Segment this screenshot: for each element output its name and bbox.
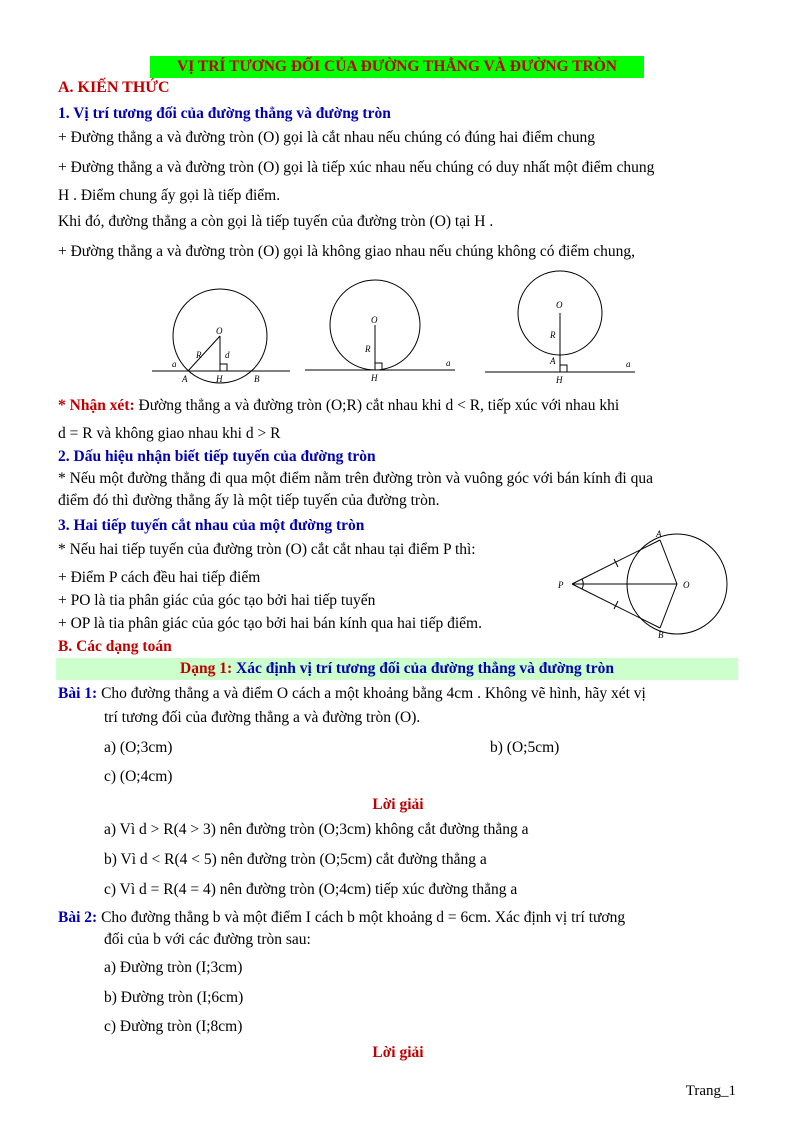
bai-2-line-2: đối của b với các đường tròn sau: <box>104 931 311 948</box>
solution-line-a: a) Vì d > R(4 > 3) nên đường tròn (O;3cm) không cắt đường thẳng a <box>104 821 529 838</box>
section-3-heading: 3. Hai tiếp tuyến cắt nhau của một đường tròn <box>58 517 365 534</box>
bai-2-option-a: a) Đường tròn (I;3cm) <box>104 959 243 976</box>
label-O: O <box>683 580 690 590</box>
bai-1-line-1: Bài 1: Cho đường thẳng a và điểm O cách a một khoảng bằng 4cm . Không vẽ hình, hãy xét vị <box>58 685 646 702</box>
label-H: H <box>371 373 378 383</box>
page-number: Trang_1 <box>685 1083 736 1099</box>
text-line: điểm đó thì đường thẳng ấy là một tiếp tuyến của đường tròn. <box>58 492 440 509</box>
section-1-heading: 1. Vị trí tương đối của đường thẳng và đường tròn <box>58 105 391 122</box>
label-O: O <box>371 315 378 325</box>
solution-heading: Lời giải <box>372 796 424 813</box>
label-O: O <box>216 326 223 336</box>
bai-1-option-b: b) (O;5cm) <box>490 739 560 756</box>
note-label: * Nhận xét: <box>58 397 135 414</box>
dang-1-banner: Dạng 1: Xác định vị trí tương đối của đường thẳng và đường tròn <box>56 658 738 680</box>
label-O: O <box>556 300 563 310</box>
label-a: a <box>626 359 631 369</box>
section-b-heading: B. Các dạng toán <box>58 638 172 655</box>
label-H: H <box>216 374 223 384</box>
bai-1-option-c: c) (O;4cm) <box>104 768 173 785</box>
page-title: VỊ TRÍ TƯƠNG ĐỐI CỦA ĐƯỜNG THẲNG VÀ ĐƯỜNG TRÒN <box>150 56 644 78</box>
label-B: B <box>254 374 260 384</box>
label-B: B <box>658 630 664 640</box>
text-line: + OP là tia phân giác của góc tạo bởi hai bán kính qua hai tiếp điểm. <box>58 615 482 632</box>
text-line: Khi đó, đường thẳng a còn gọi là tiếp tuyến của đường tròn (O) tại H . <box>58 213 494 230</box>
label-A: A <box>550 356 556 366</box>
label-P: P <box>558 580 564 590</box>
text-line: + Đường thẳng a và đường tròn (O) gọi là tiếp xúc nhau nếu chúng có duy nhất một điểm chung <box>58 159 655 176</box>
relative-position-figure <box>150 268 640 388</box>
text-line: * Nếu hai tiếp tuyến của đường tròn (O) cắt cắt nhau tại điểm P thì: <box>58 541 476 558</box>
note-line-2: d = R và không giao nhau khi d > R <box>58 425 281 442</box>
section-a-heading: A. KIẾN THỨC <box>58 79 170 96</box>
text-line: * Nếu một đường thẳng đi qua một điểm nằm trên đường tròn và vuông góc với bán kính đi qua <box>58 470 653 487</box>
bai-2-line-1: Bài 2: Cho đường thẳng b và một điểm I cách b một khoảng d = 6cm. Xác định vị trí tương <box>58 909 626 926</box>
solution-line-c: c) Vì d = R(4 = 4) nên đường tròn (O;4cm) tiếp xúc đường thẳng a <box>104 881 518 898</box>
bai-1-option-a: a) (O;3cm) <box>104 739 173 756</box>
bai-2-option-c: c) Đường tròn (I;8cm) <box>104 1018 243 1035</box>
label-R: R <box>365 344 371 354</box>
text-line: + Đường thẳng a và đường tròn (O) gọi là không giao nhau nếu chúng không có điểm chung, <box>58 243 636 260</box>
label-a: a <box>446 358 451 368</box>
text-line: + PO là tia phân giác của góc tạo bởi hai tiếp tuyến <box>58 592 376 609</box>
two-tangents-figure <box>552 528 738 640</box>
label-d: d <box>225 350 230 360</box>
solution-heading-2: Lời giải <box>372 1044 424 1061</box>
solution-line-b: b) Vì d < R(4 < 5) nên đường tròn (O;5cm) cắt đường thẳng a <box>104 851 487 868</box>
bai-2-option-b: b) Đường tròn (I;6cm) <box>104 989 244 1006</box>
section-2-heading: 2. Dấu hiệu nhận biết tiếp tuyến của đường tròn <box>58 448 376 465</box>
label-A: A <box>656 529 662 539</box>
note-line-1: * Nhận xét: Đường thẳng a và đường tròn (O;R) cắt nhau khi d < R, tiếp xúc với nhau khi <box>58 397 620 414</box>
label-A: A <box>182 374 188 384</box>
bai-1-line-2: trí tương đối của đường thẳng a và đường tròn (O). <box>104 709 421 726</box>
label-a: a <box>172 359 177 369</box>
label-R: R <box>196 350 202 360</box>
label-R: R <box>550 330 556 340</box>
text-line: + Điểm P cách đều hai tiếp điểm <box>58 569 261 586</box>
text-line: + Đường thẳng a và đường tròn (O) gọi là cắt nhau nếu chúng có đúng hai điểm chung <box>58 129 595 146</box>
label-H: H <box>556 375 563 385</box>
text-line: H . Điểm chung ấy gọi là tiếp điểm. <box>58 187 281 204</box>
